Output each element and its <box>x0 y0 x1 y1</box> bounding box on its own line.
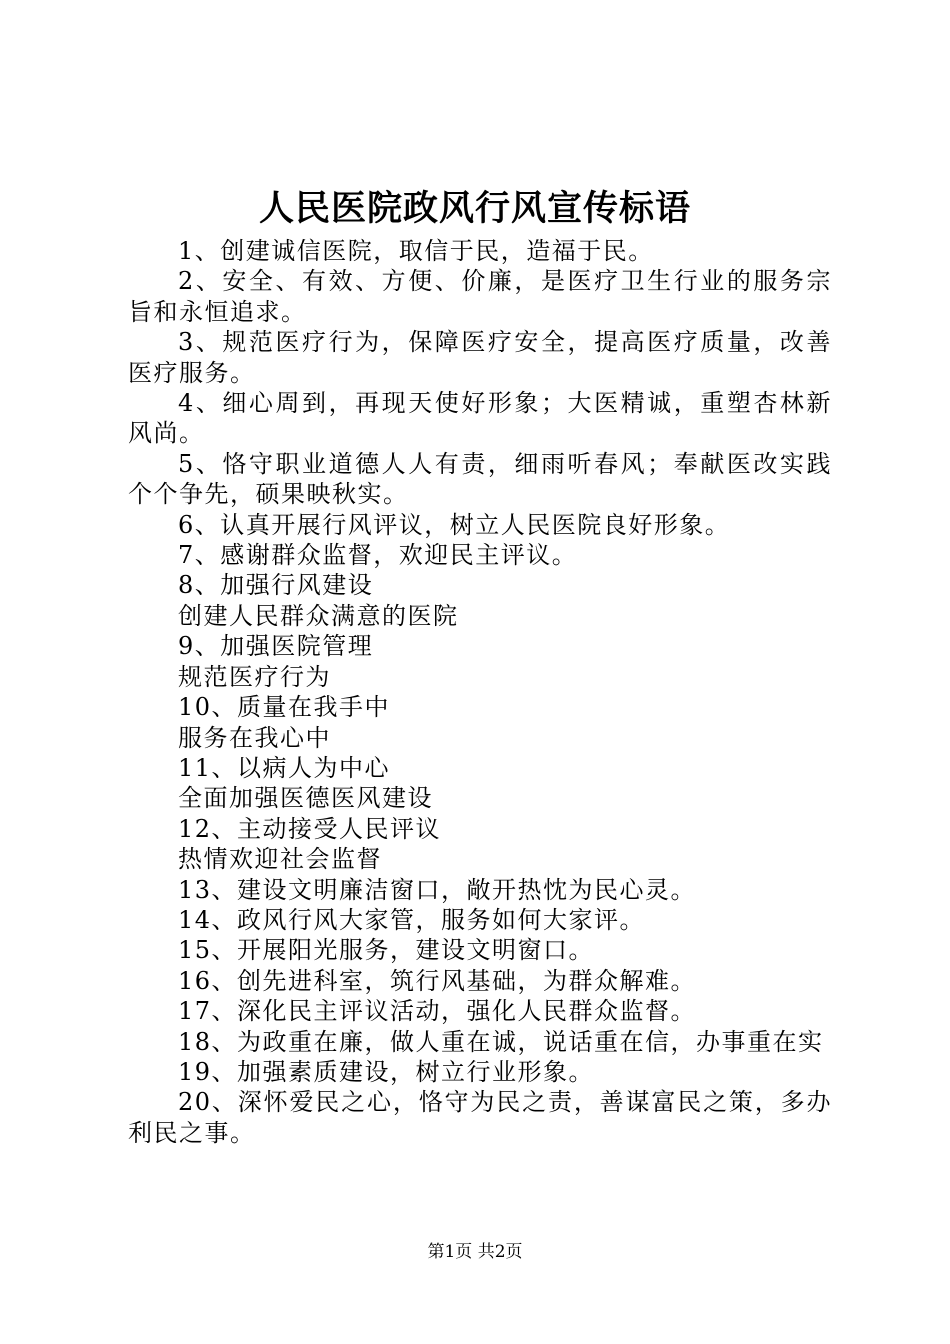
document-title: 人民医院政风行风宣传标语 <box>258 188 691 229</box>
paragraph-19: 14、政风行风大家管，服务如何大家评。 <box>178 905 646 934</box>
paragraph-17: 热情欢迎社会监督 <box>178 845 382 874</box>
paragraph-4: 4、细心周到，再现天使好形象；大医精诚，重塑杏林新风尚。 <box>128 389 832 448</box>
paragraph-5: 5、恪守职业道德人人有责，细雨听春风；奉献医改实践个个争先，硕果映秋实。 <box>128 449 832 509</box>
paragraph-16: 12、主动接受人民评议 <box>178 814 442 843</box>
paragraph-6: 6、认真开展行风评议，树立人民医院良好形象。 <box>178 510 731 539</box>
paragraph-7: 7、感谢群众监督，欢迎民主评议。 <box>178 541 578 570</box>
paragraph-9: 创建人民群众满意的医院 <box>178 601 459 630</box>
paragraph-22: 17、深化民主评议活动，强化人民群众监督。 <box>178 997 697 1026</box>
paragraph-3: 3、规范医疗行为，保障医疗安全，提高医疗质量，改善医疗服务。 <box>128 328 832 387</box>
paragraph-23: 18、为政重在廉，做人重在诚，说话重在信，办事重在实 <box>178 1027 824 1056</box>
paragraph-14: 11、以病人为中心 <box>178 753 391 782</box>
document-body <box>128 236 832 1148</box>
paragraph-21: 16、创先进科室，筑行风基础，为群众解难。 <box>178 966 697 995</box>
paragraph-8: 8、加强行风建设 <box>178 571 374 600</box>
paragraph-13: 服务在我心中 <box>178 723 331 752</box>
paragraph-20: 15、开展阳光服务，建设文明窗口。 <box>178 936 595 965</box>
paragraph-15: 全面加强医德医风建设 <box>178 784 433 813</box>
paragraph-11: 规范医疗行为 <box>178 662 331 691</box>
paragraph-24: 19、加强素质建设，树立行业形象。 <box>178 1057 595 1086</box>
paragraph-2: 2、安全、有效、方便、价廉，是医疗卫生行业的服务宗旨和永恒追求。 <box>128 267 832 326</box>
paragraph-10: 9、加强医院管理 <box>178 632 374 661</box>
paragraph-1: 1、创建诚信医院，取信于民，造福于民。 <box>178 237 654 265</box>
paragraph-18: 13、建设文明廉洁窗口，敞开热忱为民心灵。 <box>178 875 697 904</box>
paragraph-12: 10、质量在我手中 <box>178 693 391 722</box>
page-footer: 第1页 共2页 <box>427 1242 523 1262</box>
paragraph-25: 20、深怀爱民之心，恪守为民之责，善谋富民之策，多办利民之事。 <box>128 1088 832 1147</box>
